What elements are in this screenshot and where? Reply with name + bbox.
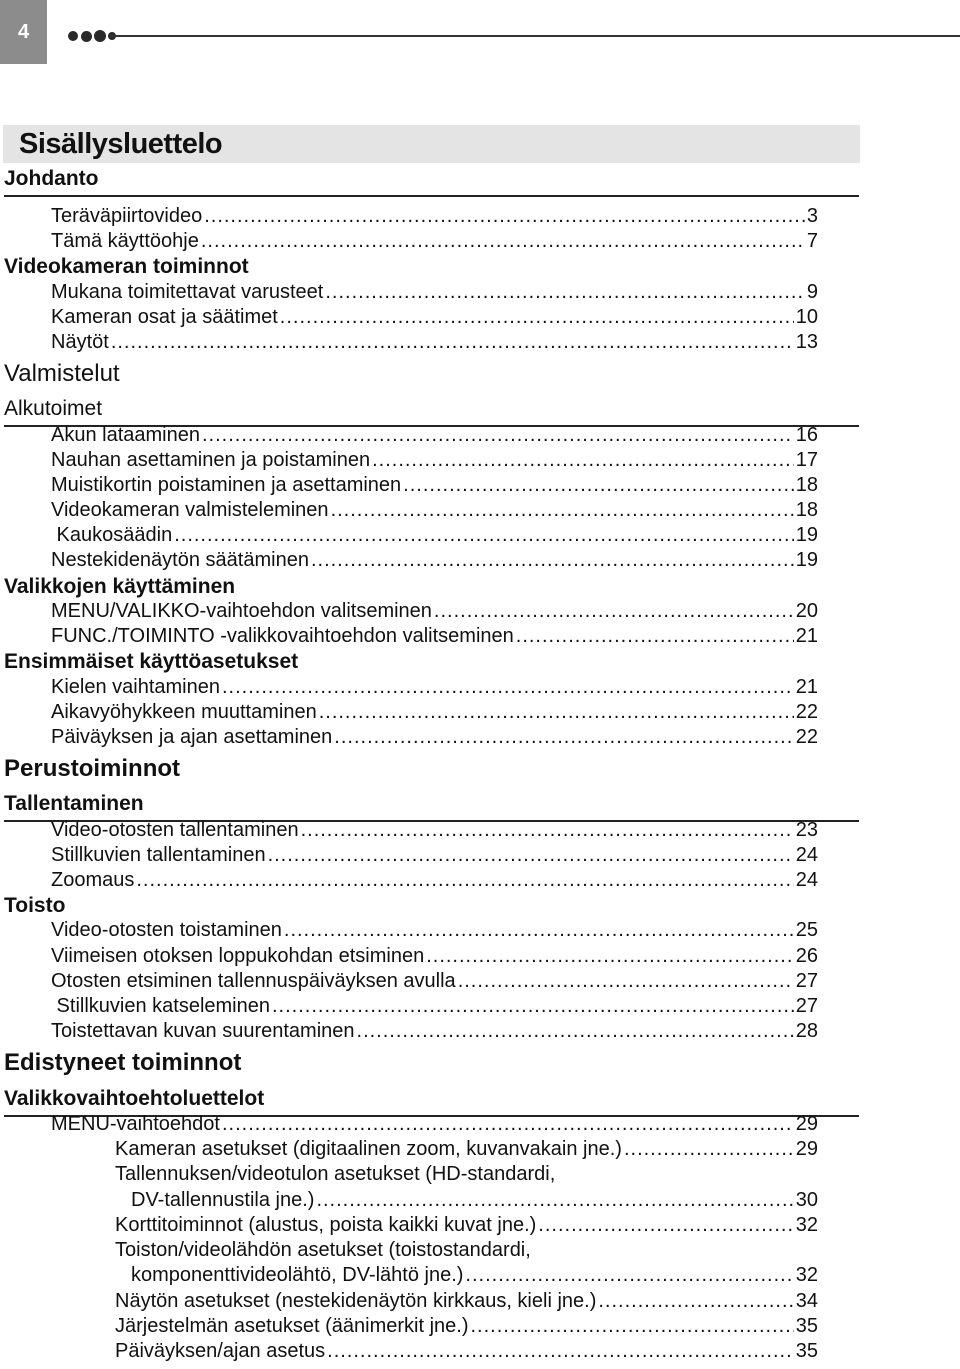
toc-entry[interactable] <box>51 868 818 893</box>
toc-entry-page: 9 <box>806 281 818 303</box>
toc-entry[interactable] <box>51 1019 818 1044</box>
toc-entry[interactable] <box>51 818 818 843</box>
toc-entry-page: 34 <box>795 1290 818 1312</box>
toc-entry-page: 35 <box>795 1315 818 1337</box>
toc-entry-label: Kameran asetukset (digitaalinen zoom, kuvanvakain jne.) <box>115 1138 622 1160</box>
toc-entry[interactable] <box>51 448 818 473</box>
toc-entry[interactable] <box>51 1112 818 1137</box>
subsection-heading-videokameran: Videokameran toiminnot <box>4 255 249 278</box>
toc-entry-label-continued: komponenttivideolähtö, DV-lähtö jne.) <box>131 1264 464 1286</box>
toc-entry-label-continued: DV-tallennustila jne.) <box>131 1189 315 1211</box>
page-number: 4 <box>17 20 30 43</box>
toc-entry-page: 18 <box>795 474 818 496</box>
section-heading-alkutoimet: Alkutoimet <box>4 396 859 427</box>
toc-entry-label: Nauhan asettaminen ja poistaminen <box>51 449 371 471</box>
toc-entry-label: Muistikortin poistaminen ja asettaminen <box>51 474 402 496</box>
toc-entry[interactable] <box>51 843 818 868</box>
toc-entry[interactable] <box>51 624 818 649</box>
toc-entry-label: FUNC./TOIMINTO -valikkovaihtoehdon valitseminen <box>51 625 514 647</box>
toc-entry-page: 27 <box>795 970 818 992</box>
chapter-heading-edistyneet: Edistyneet toiminnot <box>4 1049 242 1076</box>
toc-entry[interactable] <box>131 1188 818 1213</box>
toc-entry-label: Päiväyksen/ajan asetus <box>115 1340 326 1362</box>
toc-entry[interactable] <box>51 548 818 573</box>
toc-entry-page: 13 <box>795 331 818 353</box>
toc-entry[interactable] <box>51 700 818 725</box>
toc-entry[interactable] <box>51 994 818 1019</box>
toc-entry-page: 22 <box>795 701 818 723</box>
page-title: Sisällysluettelo <box>19 128 223 160</box>
toc-entry-page: 29 <box>795 1113 818 1135</box>
toc-entry-label: Stillkuvien katseleminen <box>51 995 270 1017</box>
toc-entry-label: MENU/VALIKKO-vaihtoehdon valitseminen <box>51 600 432 622</box>
toc-entry-page: 29 <box>795 1138 818 1160</box>
toc-entry[interactable] <box>51 498 818 523</box>
toc-entry[interactable] <box>51 423 818 448</box>
toc-entry[interactable] <box>51 725 818 750</box>
toc-entry-page: 35 <box>795 1340 818 1362</box>
toc-entry-page: 21 <box>795 625 818 647</box>
toc-entry-page: 25 <box>795 919 818 941</box>
toc-entry-label: Kameran osat ja säätimet <box>51 306 278 328</box>
subsection-heading-valikkojen: Valikkojen käyttäminen <box>4 575 236 598</box>
toc-entry-label: Näytön asetukset (nestekidenäytön kirkkaus, kieli jne.) <box>115 1290 597 1312</box>
toc-entry-page: 17 <box>795 449 818 471</box>
toc-entry[interactable] <box>131 1263 818 1288</box>
toc-entry-page: 24 <box>795 844 818 866</box>
toc-entry-page: 16 <box>795 424 818 446</box>
toc-entry-page: 22 <box>795 726 818 748</box>
toc-entry[interactable] <box>51 204 818 229</box>
toc-entry-label: Kaukosäädin <box>51 524 173 546</box>
toc-entry[interactable] <box>115 1289 818 1314</box>
toc-entry-label: Viimeisen otoksen loppukohdan etsiminen <box>51 945 425 967</box>
toc-entry-label: Järjestelmän asetukset (äänimerkit jne.) <box>115 1315 469 1337</box>
toc-entry[interactable] <box>115 1339 818 1364</box>
toc-entry-page: 10 <box>795 306 818 328</box>
toc-entry-page: 3 <box>806 205 818 227</box>
toc-entry-page: 7 <box>806 230 818 252</box>
toc-entry-label: Korttitoiminnot (alustus, poista kaikki kuvat jne.) <box>115 1214 537 1236</box>
chapter-heading-perustoiminnot: Perustoiminnot <box>4 755 181 782</box>
toc-entry-label: Tämä käyttöohje <box>51 230 199 252</box>
toc-entry-label: Otosten etsiminen tallennuspäiväyksen avulla <box>51 970 456 992</box>
toc-entry-page: 19 <box>795 549 818 571</box>
toc-entry-page: 30 <box>795 1189 818 1211</box>
toc-entry[interactable] <box>51 675 818 700</box>
toc-entry-page: 26 <box>795 945 818 967</box>
toc-entry[interactable] <box>51 523 818 548</box>
toc-entry[interactable] <box>51 944 818 969</box>
chapter-heading-valmistelut: Valmistelut <box>4 360 120 387</box>
toc-entry-label: Teräväpiirtovideo <box>51 205 203 227</box>
toc-entry-label: Tallennuksen/videotulon asetukset (HD-standardi, <box>115 1163 556 1185</box>
toc-entry-label: Stillkuvien tallentaminen <box>51 844 266 866</box>
toc-entry-label: Näytöt <box>51 331 109 353</box>
toc-entry[interactable] <box>51 918 818 943</box>
toc-entry-page: 21 <box>795 676 818 698</box>
toc-entry-label: Aikavyöhykkeen muuttaminen <box>51 701 317 723</box>
toc-entry-label: Zoomaus <box>51 869 135 891</box>
toc-entry[interactable] <box>115 1137 818 1162</box>
section-heading-johdanto: Johdanto <box>4 166 859 197</box>
toc-entry-page: 23 <box>795 819 818 841</box>
toc-entry-page: 24 <box>795 869 818 891</box>
toc-entry[interactable] <box>115 1314 818 1339</box>
toc-entry-label: MENU-vaihtoehdot <box>51 1113 220 1135</box>
toc-entry[interactable] <box>51 305 818 330</box>
toc-entry-label: Päiväyksen ja ajan asettaminen <box>51 726 333 748</box>
toc-entry-label: Video-otosten toistaminen <box>51 919 282 941</box>
toc-entry-label: Toiston/videolähdön asetukset (toistostandardi, <box>115 1239 531 1261</box>
subsection-heading-toisto: Toisto <box>4 894 66 917</box>
toc-entry[interactable] <box>51 229 818 254</box>
toc-entry[interactable] <box>51 599 818 624</box>
toc-entry-label: Toistettavan kuvan suurentaminen <box>51 1020 355 1042</box>
toc-entry[interactable] <box>115 1213 818 1238</box>
toc-entry-label: Video-otosten tallentaminen <box>51 819 299 841</box>
subsection-heading-ensimmaiset: Ensimmäiset käyttöasetukset <box>4 650 299 673</box>
toc-entry-label: Akun lataaminen <box>51 424 200 446</box>
toc-entry-page: 20 <box>795 600 818 622</box>
toc-entry[interactable] <box>51 969 818 994</box>
toc-entry-label: Kielen vaihtaminen <box>51 676 220 698</box>
toc-entry-page: 27 <box>795 995 818 1017</box>
toc-entry-page: 19 <box>795 524 818 546</box>
toc-entry[interactable] <box>51 330 818 355</box>
section-heading-valikkovaihtoehto: Valikkovaihtoehtoluettelot <box>4 1086 859 1117</box>
toc-entry-page: 32 <box>795 1264 818 1286</box>
toc-entry-page: 28 <box>795 1020 818 1042</box>
toc-entry[interactable] <box>51 473 818 498</box>
toc-entry-page: 32 <box>795 1214 818 1236</box>
toc-entry-label: Mukana toimitettavat varusteet <box>51 281 324 303</box>
section-heading-tallentaminen: Tallentaminen <box>4 791 859 822</box>
toc-entry-label: Videokameran valmisteleminen <box>51 499 329 521</box>
toc-entry-label: Nestekidenäytön säätäminen <box>51 549 309 571</box>
toc-entry[interactable] <box>51 280 818 305</box>
toc-entry-page: 18 <box>795 499 818 521</box>
